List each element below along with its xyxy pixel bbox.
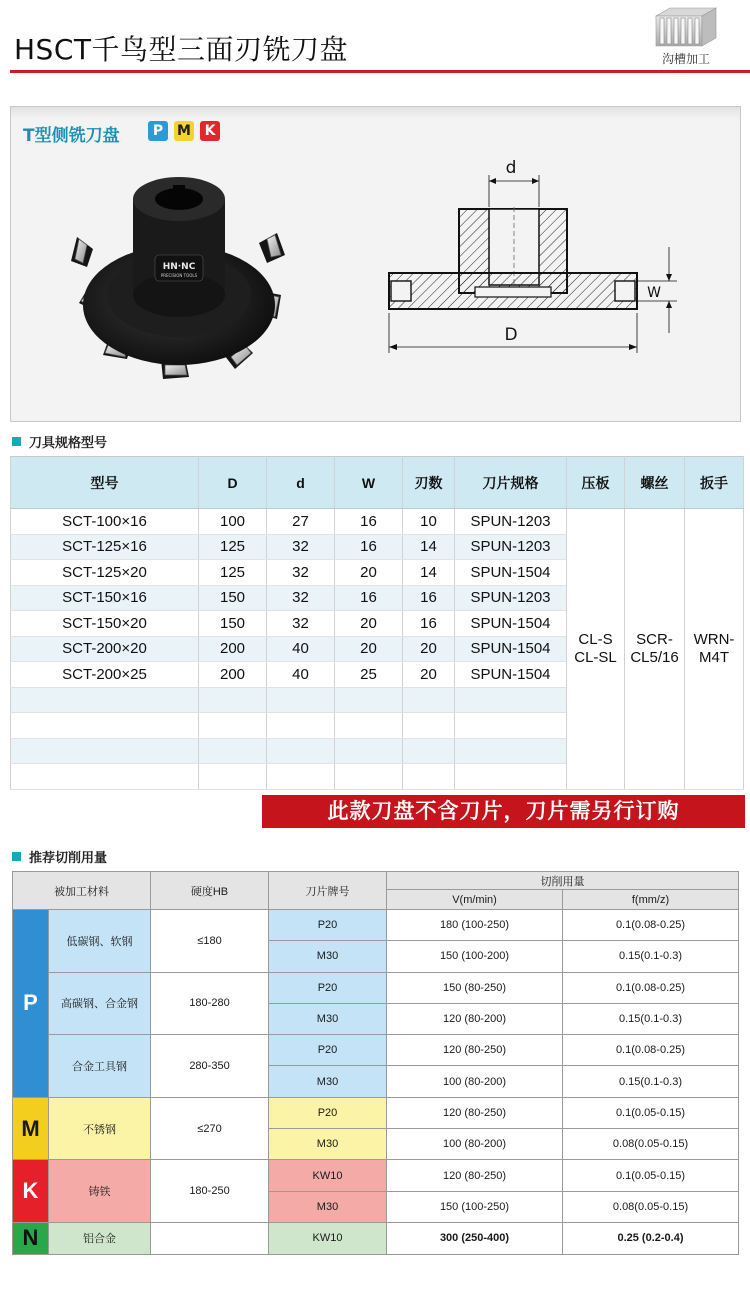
col-wrench: 扳手 xyxy=(685,457,744,509)
table-row: SCT-100×16 100 27 16 10 SPUN-1203 CL-S CL-SL SCR- CL5/16 WRN- M4T xyxy=(11,509,744,535)
col-speed: V(m/min) xyxy=(387,890,563,910)
svg-text:PRECISION TOOLS: PRECISION TOOLS xyxy=(160,273,198,278)
dim-D-label: D xyxy=(504,325,518,345)
table-row: M 不锈钢 ≤270 P20 120 (80-250) 0.1(0.05-0.15) xyxy=(13,1097,739,1128)
page-header xyxy=(0,0,750,80)
spec-table xyxy=(10,456,744,790)
dim-W-label: W xyxy=(647,285,661,301)
table-row: 高碳钢、合金钢 180-280 P20 150 (80-250) 0.1(0.08-0.25) xyxy=(13,972,739,1003)
section-bullet xyxy=(12,852,21,861)
col-cutting: 切削用量 xyxy=(387,872,739,890)
table-row: SCT-200×25 200 40 25 20 SPUN-1504 xyxy=(11,662,744,688)
wrench-cell: WRN- M4T xyxy=(685,509,744,790)
col-material: 被加工材料 xyxy=(13,872,151,910)
col-grade: 刀片牌号 xyxy=(269,872,387,910)
group-p-label: P xyxy=(13,910,49,1098)
groove-machining-icon xyxy=(650,6,718,48)
clamp-cell: CL-S CL-SL xyxy=(567,509,625,790)
col-screw: 螺丝 xyxy=(625,457,685,509)
page-title: HSCT千鸟型三面刃铣刀盘 xyxy=(14,33,348,66)
table-row: SCT-150×16 150 32 16 16 SPUN-1203 xyxy=(11,585,744,611)
table-row: K 铸铁 180-250 KW10 120 (80-250) 0.1(0.05-0.15) xyxy=(13,1160,739,1191)
brand-logo-text: HN·NC xyxy=(162,262,196,272)
table-row: SCT-125×20 125 32 20 14 SPUN-1504 xyxy=(11,560,744,586)
table-row: SCT-200×20 200 40 20 20 SPUN-1504 xyxy=(11,636,744,662)
table-row: M30 100 (80-200) 0.08(0.05-0.15) xyxy=(13,1129,739,1160)
material-badge-m: M xyxy=(174,121,194,141)
material-badge-k: K xyxy=(200,121,220,141)
col-model: 型号 xyxy=(11,457,199,509)
title-divider xyxy=(10,70,750,73)
col-hardness: 硬度HB xyxy=(151,872,269,910)
table-row: M30 100 (80-200) 0.15(0.1-0.3) xyxy=(13,1066,739,1097)
group-n-label: N xyxy=(13,1222,49,1254)
table-row: M30 150 (100-250) 0.08(0.05-0.15) xyxy=(13,1191,739,1222)
col-teeth: 刃数 xyxy=(403,457,455,509)
cutter-photo xyxy=(71,163,291,383)
col-W: W xyxy=(335,457,403,509)
table-row: 合金工具钢 280-350 P20 120 (80-250) 0.1(0.08-0.25) xyxy=(13,1035,739,1066)
spec-section-heading: 刀具规格型号 xyxy=(12,431,107,451)
cutting-section-heading: 推荐切削用量 xyxy=(12,846,107,866)
product-intro-panel xyxy=(10,106,741,422)
table-row: N 铝合金 KW10 300 (250-400) 0.25 (0.2-0.4) xyxy=(13,1222,739,1254)
col-D: D xyxy=(199,457,267,509)
group-m-label: M xyxy=(13,1097,49,1160)
cut-header-row xyxy=(13,872,739,890)
spec-header-row xyxy=(11,457,744,509)
table-row: SCT-150×20 150 32 20 16 SPUN-1504 xyxy=(11,611,744,637)
section-bullet xyxy=(12,437,21,446)
insert-not-included-notice: 此款刀盘不含刀片，刀片需另行订购 xyxy=(262,795,745,828)
category-label: 沟槽加工 xyxy=(661,52,710,66)
dim-d-label: d xyxy=(505,158,517,178)
cutting-parameters-table xyxy=(12,871,739,1255)
panel-top-bar xyxy=(11,107,740,119)
product-type-title: T型侧铣刀盘 xyxy=(23,126,120,146)
col-feed: f(mm/z) xyxy=(563,890,739,910)
table-row: M30 150 (100-200) 0.15(0.1-0.3) xyxy=(13,941,739,972)
col-insert: 刀片规格 xyxy=(455,457,567,509)
table-row: M30 120 (80-200) 0.15(0.1-0.3) xyxy=(13,1003,739,1034)
group-k-label: K xyxy=(13,1160,49,1223)
col-d: d xyxy=(267,457,335,509)
table-row: SCT-125×16 125 32 16 14 SPUN-1203 xyxy=(11,534,744,560)
col-clamp: 压板 xyxy=(567,457,625,509)
screw-cell: SCR- CL5/16 xyxy=(625,509,685,790)
dimension-drawing xyxy=(371,147,661,377)
material-badge-p: P xyxy=(148,121,168,141)
table-row: P 低碳钢、软钢 ≤180 P20 180 (100-250) 0.1(0.08-0.25) xyxy=(13,910,739,941)
